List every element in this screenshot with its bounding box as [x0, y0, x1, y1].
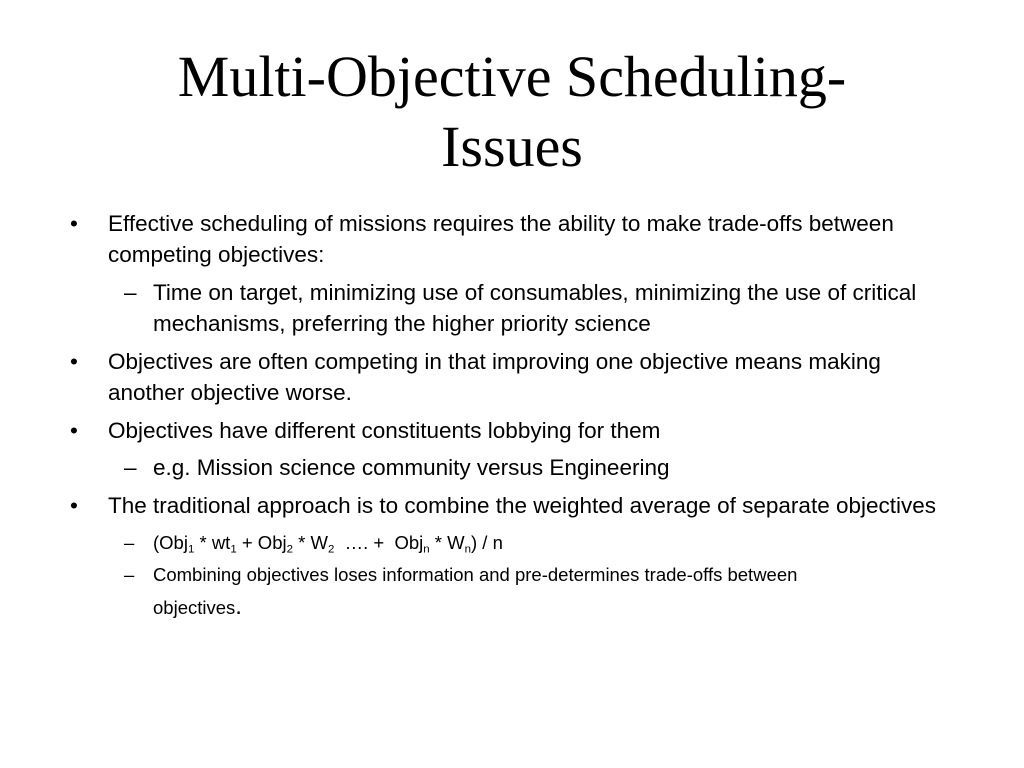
bullet-1-sub-1	[0, 277, 928, 339]
bullet-marker: •	[70, 211, 78, 236]
slide-title	[0, 42, 1024, 182]
bullet-4-sub-2	[0, 559, 873, 624]
dash-marker: –	[124, 564, 135, 585]
dash-marker: –	[124, 455, 137, 480]
title-line-2: Issues	[441, 114, 583, 179]
bullet-1	[0, 208, 938, 270]
bullet-3-sub-1-text: e.g. Mission science community versus Engineering	[153, 455, 670, 480]
bullet-2	[0, 346, 938, 408]
dash-marker: –	[124, 532, 135, 553]
slide-body	[0, 208, 1024, 624]
bullet-3-text: Objectives have different constituents lobbying for them	[108, 418, 661, 443]
bullet-marker: •	[70, 418, 78, 443]
bullet-1-sub-1-text: Time on target, minimizing use of consumables, minimizing the use of critical mechanisms, preferring the higher priority science	[153, 280, 917, 336]
title-line-1: Multi-Objective Scheduling-	[177, 44, 847, 109]
bullet-marker: •	[70, 493, 78, 518]
bullet-4	[0, 490, 938, 521]
bullet-3-sub-1	[0, 452, 928, 483]
bullet-4-sub-2-text: Combining objectives loses information and pre-determines trade-offs between objectives.	[153, 564, 798, 620]
bullet-1-text: Effective scheduling of missions requires the ability to make trade-offs between competing objectives:	[108, 211, 894, 267]
formula-text: ($Obj_1 * wt_1 + Obj_2 * W_2$ …. + $Obj_n * W_n$) / n	[153, 532, 503, 556]
dash-marker: –	[124, 280, 137, 305]
bullet-marker: •	[70, 349, 78, 374]
bullet-2-text: Objectives are often competing in that improving one objective means making another objective worse.	[108, 349, 881, 405]
bullet-3	[0, 415, 938, 446]
bullet-4-text: The traditional approach is to combine the weighted average of separate objectives	[108, 493, 937, 518]
bullet-4-sub-1-formula	[0, 527, 873, 559]
